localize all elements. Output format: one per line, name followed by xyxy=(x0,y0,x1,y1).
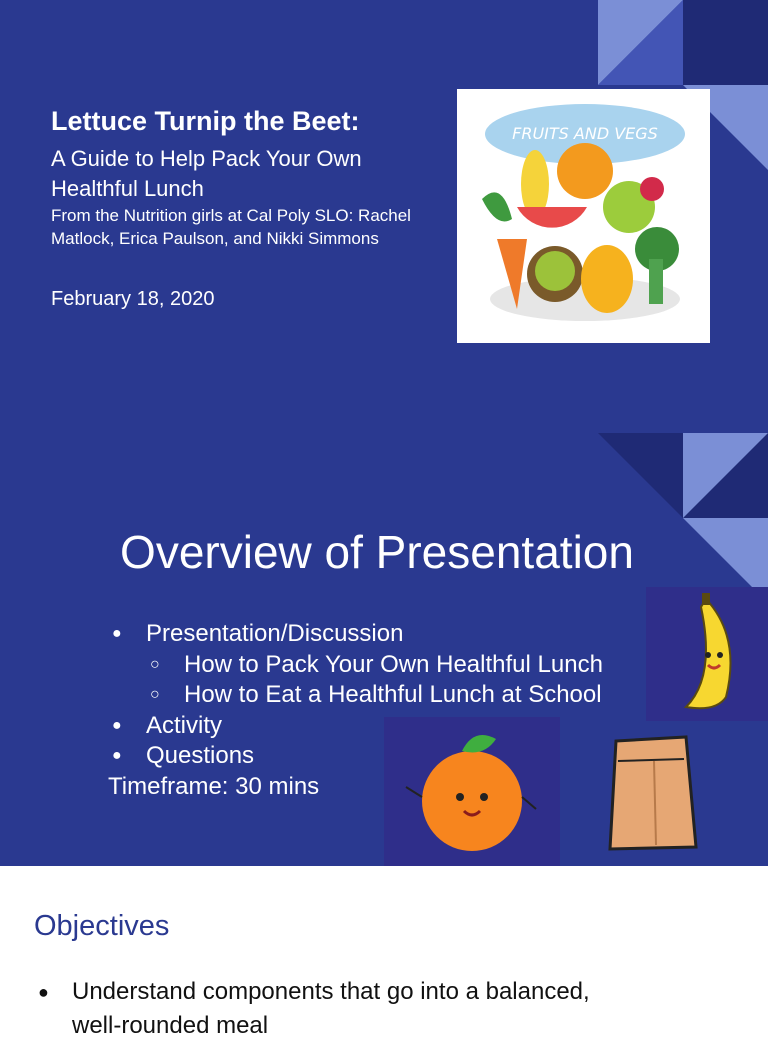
list-item: ○ How to Pack Your Own Healthful Lunch xyxy=(108,650,603,681)
objectives-title: Objectives xyxy=(34,910,170,942)
slide-title: Lettuce Turnip the Beet: xyxy=(51,106,360,136)
bullet: ● xyxy=(38,982,49,1002)
slide-subtitle: A Guide to Help Pack Your Own Healthful Lunch xyxy=(51,146,362,201)
bullet: ● xyxy=(112,747,122,764)
orange-character-image xyxy=(384,717,560,866)
lunch-bag-image xyxy=(596,729,716,859)
list-item: ● Presentation/Discussion xyxy=(108,619,603,650)
bullet: ○ xyxy=(150,686,160,703)
illustration-caption: FRUITS AND VEGS xyxy=(512,124,658,143)
banana-character-image xyxy=(646,587,768,721)
bullet: ○ xyxy=(150,655,160,673)
title-slide xyxy=(0,0,768,433)
list-item: ○ How to Eat a Healthful Lunch at School xyxy=(108,680,603,711)
timeframe-text: Timeframe: 30 mins xyxy=(108,772,320,800)
overview-slide xyxy=(0,433,768,866)
objective-item: Understand components that go into a balanced, xyxy=(72,978,590,1005)
fruits-and-vegs-illustration xyxy=(457,89,710,343)
bullet: ● xyxy=(112,625,122,642)
list-item: ● Activity xyxy=(108,711,603,742)
bullet: ● xyxy=(112,716,122,734)
slide-date: February 18, 2020 xyxy=(51,288,215,310)
objectives-slide xyxy=(0,866,768,1039)
slide-authors: From the Nutrition girls at Cal Poly SLO: Rachel Matlock, Erica Paulson, and Nikki Simmons xyxy=(51,206,411,248)
list-item: ● Questions xyxy=(108,741,603,772)
overview-title: Overview of Presentation xyxy=(120,526,634,578)
objective-item-continued: well-rounded meal xyxy=(72,1012,269,1039)
